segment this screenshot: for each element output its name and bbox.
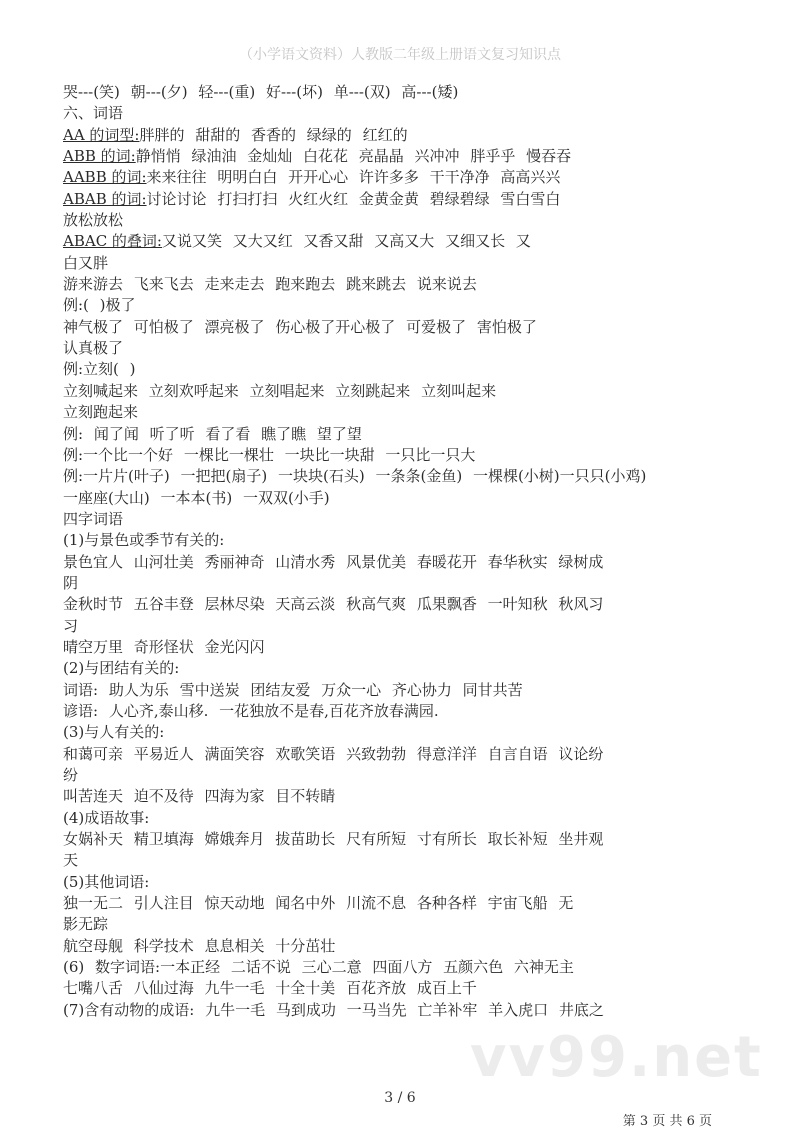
text-line xyxy=(63,616,737,637)
text-line xyxy=(63,701,737,722)
line-text: 独一无二 引人注目 惊天动地 闻名中外 川流不息 各种各样 宇宙飞船 无 xyxy=(63,894,574,913)
line-text: 四字词语 xyxy=(63,509,124,528)
line-text: 立刻跑起来 xyxy=(63,403,139,422)
text-line xyxy=(63,829,737,850)
text-line xyxy=(63,445,737,466)
text-line xyxy=(63,637,737,658)
line-text: 放松放松 xyxy=(63,211,124,230)
document-header: （小学语文资料）人教版二年级上册语文复习知识点 xyxy=(239,47,561,63)
page-footer-text: 第 3 页 共 6 页 xyxy=(622,1114,712,1129)
text-line xyxy=(63,295,737,316)
text-line xyxy=(63,424,737,445)
line-text: (3)与人有关的: xyxy=(63,723,165,742)
text-line xyxy=(63,850,737,871)
line-text: 阴 xyxy=(63,573,79,592)
text-line xyxy=(63,978,737,999)
line-text: (7)含有动物的成语: 九牛一毛 马到成功 一马当先 亡羊补牢 羊入虎口 井底之 xyxy=(63,1000,604,1019)
page-indicator: 3 / 6 xyxy=(384,1090,416,1106)
line-text: 金秋时节 五谷丰登 层林尽染 天高云淡 秋高气爽 瓜果飘香 一叶知秋 秋风习 xyxy=(63,595,604,614)
text-line xyxy=(63,274,737,295)
text-line xyxy=(63,509,737,530)
line-label: ABAC 的叠词: xyxy=(63,232,162,251)
line-text: 白又胖 xyxy=(63,253,109,272)
watermark: vv99.net xyxy=(470,1025,763,1090)
line-text: 叫苦连天 迫不及待 四海为家 目不转睛 xyxy=(63,787,336,806)
line-text: 景色宜人 山河壮美 秀丽神奇 山清水秀 风景优美 春暖花开 春华秋实 绿树成 xyxy=(63,552,604,571)
line-text: 游来游去 飞来飞去 走来走去 跑来跑去 跳来跳去 说来说去 xyxy=(63,275,477,294)
line-text: 七嘴八舌 八仙过海 九牛一毛 十全十美 百花齐放 成百上千 xyxy=(63,979,477,998)
line-text: (1)与景色或季节有关的: xyxy=(63,531,225,550)
line-text: 立刻喊起来 立刻欢呼起来 立刻唱起来 立刻跳起来 立刻叫起来 xyxy=(63,381,497,400)
text-line xyxy=(63,530,737,551)
line-text: 神气极了 可怕极了 漂亮极了 伤心极了开心极了 可爱极了 害怕极了 xyxy=(63,317,537,336)
line-text: 女娲补天 精卫填海 嫦娥奔月 拔苗助长 尺有所短 寸有所长 取长补短 坐井观 xyxy=(63,830,604,849)
line-text: 例:一个比一个好 一棵比一棵壮 一块比一块甜 一只比一只大 xyxy=(63,445,476,464)
text-line xyxy=(63,488,737,509)
text-line xyxy=(63,125,737,146)
line-label: AABB 的词: xyxy=(63,168,147,187)
text-line xyxy=(63,167,737,188)
line-text: 航空母舰 科学技术 息息相关 十分茁壮 xyxy=(63,936,336,955)
line-text: 晴空万里 奇形怪状 金光闪闪 xyxy=(63,637,265,656)
text-line xyxy=(63,466,737,487)
line-label: ABB 的词: xyxy=(63,147,136,166)
line-text: 胖胖的 甜甜的 香香的 绿绿的 红红的 xyxy=(139,125,408,144)
text-line xyxy=(63,253,737,274)
text-line xyxy=(63,893,737,914)
line-text: 例:( )极了 xyxy=(63,296,136,315)
text-line xyxy=(63,231,737,252)
text-line xyxy=(63,381,737,402)
line-text: 静悄悄 绿油油 金灿灿 白花花 亮晶晶 兴冲冲 胖乎乎 慢吞吞 xyxy=(135,147,572,166)
text-line xyxy=(63,189,737,210)
text-line xyxy=(63,210,737,231)
text-line xyxy=(63,146,737,167)
line-text: 例:立刻( ) xyxy=(63,360,136,379)
line-text: 天 xyxy=(63,851,79,870)
line-text: (5)其他词语: xyxy=(63,872,150,891)
line-text: 和蔼可亲 平易近人 满面笑容 欢歌笑语 兴致勃勃 得意洋洋 自言自语 议论纷 xyxy=(63,744,604,763)
text-line xyxy=(63,872,737,893)
text-line xyxy=(63,808,737,829)
text-line xyxy=(63,552,737,573)
line-text: 又说又笑 又大又红 又香又甜 又高又大 又细又长 又 xyxy=(162,232,531,251)
text-line xyxy=(63,658,737,679)
text-line xyxy=(63,722,737,743)
text-line xyxy=(63,317,737,338)
text-line xyxy=(63,573,737,594)
text-line xyxy=(63,82,737,103)
text-line xyxy=(63,786,737,807)
document-body xyxy=(63,82,737,1021)
line-label: AA 的词型: xyxy=(63,125,140,144)
text-line xyxy=(63,402,737,423)
text-line xyxy=(63,594,737,615)
line-text: (2)与团结有关的: xyxy=(63,659,180,678)
line-text: 哭---(笑) 朝---(夕) 轻---(重) 好---(坏) 单---(双) 高---(矮) xyxy=(63,83,459,101)
line-text: 词语: 助人为乐 雪中送炭 团结友爱 万众一心 齐心协力 同甘共苦 xyxy=(63,680,523,699)
line-text: (6) 数字词语:一本正经 二话不说 三心二意 四面八方 五颜六色 六神无主 xyxy=(63,958,574,977)
line-text: 例:一片片(叶子) 一把把(扇子) 一块块(石头) 一条条(金鱼) 一棵棵(小树)一只只(小鸡) xyxy=(63,467,647,486)
line-text: 认真极了 xyxy=(63,339,124,358)
line-text: 六、词语 xyxy=(63,104,124,123)
line-text: 来来往往 明明白白 开开心心 许许多多 干干净净 高高兴兴 xyxy=(146,168,561,187)
text-line xyxy=(63,338,737,359)
text-line xyxy=(63,914,737,935)
text-line xyxy=(63,744,737,765)
text-line xyxy=(63,1000,737,1021)
line-text: 谚语: 人心齐,泰山移. 一花独放不是春,百花齐放春满园. xyxy=(63,701,439,720)
text-line xyxy=(63,957,737,978)
text-line xyxy=(63,680,737,701)
text-line xyxy=(63,359,737,380)
line-text: 讨论讨论 打扫打扫 火红火红 金黄金黄 碧绿碧绿 雪白雪白 xyxy=(146,189,561,208)
line-text: 习 xyxy=(63,616,79,635)
line-text: 例: 闻了闻 听了听 看了看 瞧了瞧 望了望 xyxy=(63,424,362,443)
line-text: 纷 xyxy=(63,766,79,784)
text-line xyxy=(63,765,737,786)
text-line xyxy=(63,936,737,957)
line-text: 一座座(大山) 一本本(书) 一双双(小手) xyxy=(63,488,330,507)
line-text: 影无踪 xyxy=(63,915,109,934)
text-line xyxy=(63,103,737,124)
line-text: (4)成语故事: xyxy=(63,808,150,827)
line-label: ABAB 的词: xyxy=(63,189,147,208)
